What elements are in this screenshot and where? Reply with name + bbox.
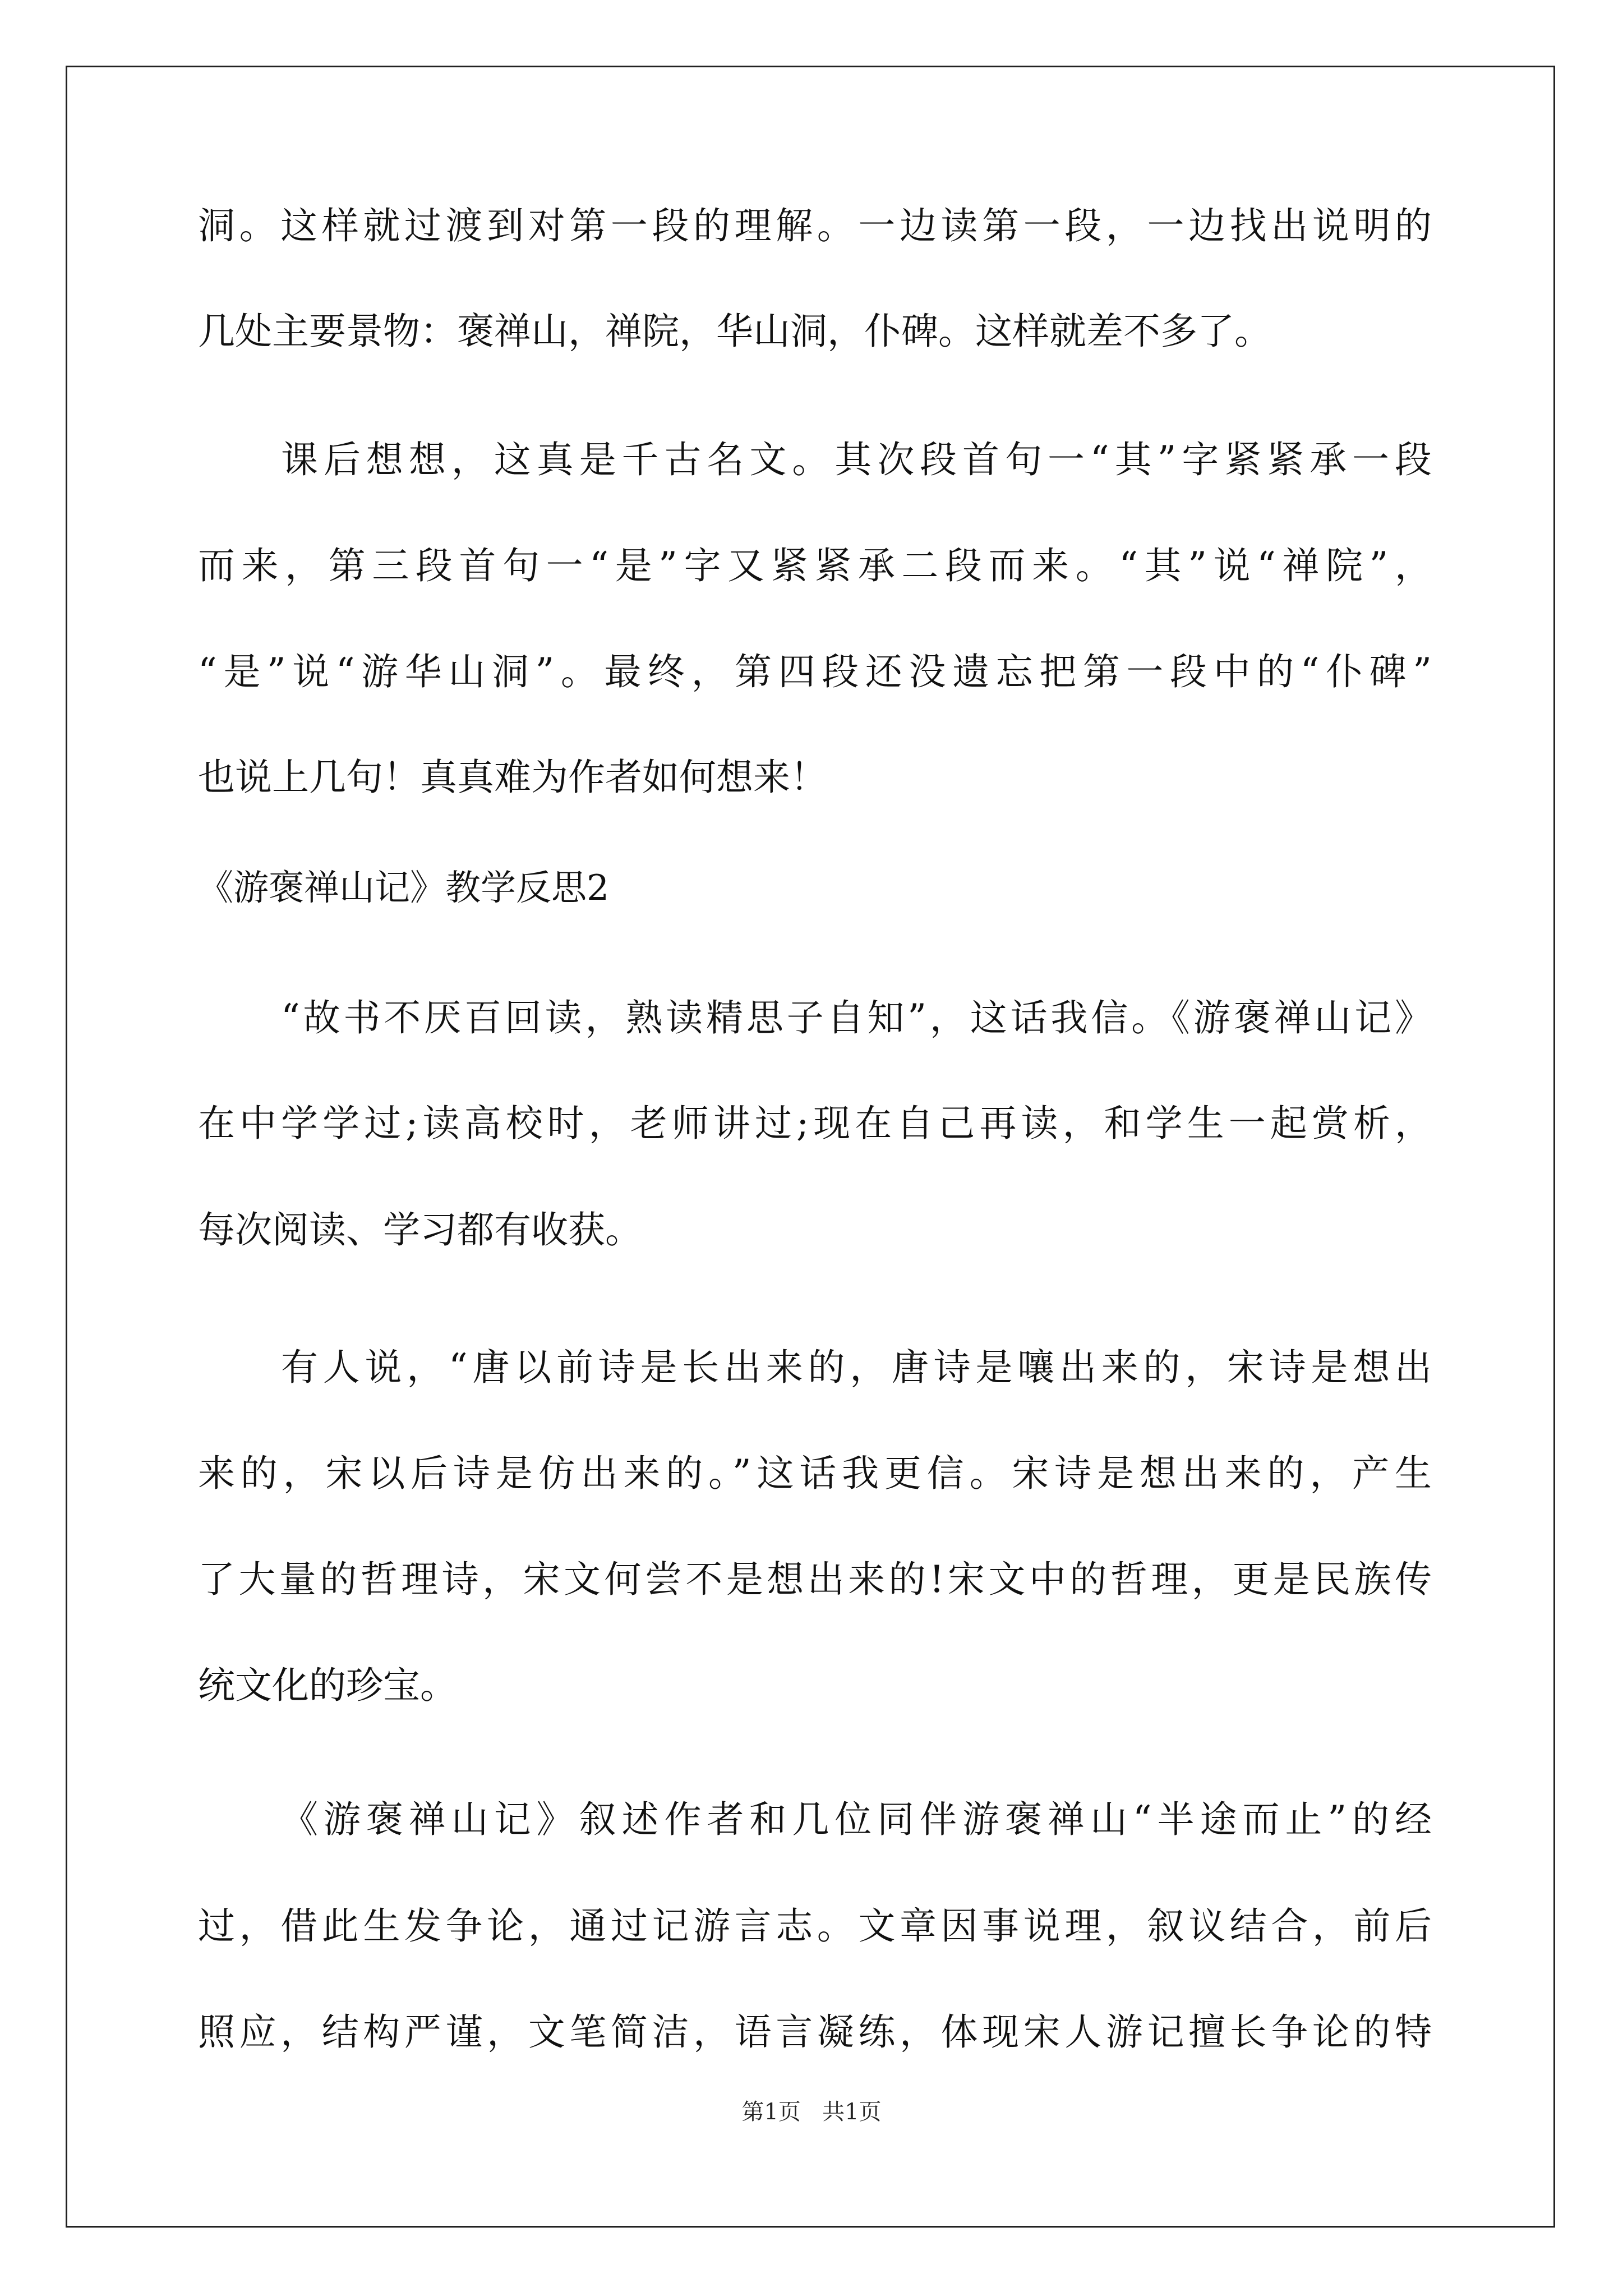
section-heading: 《游褒禅山记》教学反思2: [198, 867, 610, 908]
text-line: 来的，宋以后诗是仿出来的。”这话我更信。宋诗是想出来的，产生: [198, 1452, 1432, 1495]
paragraph-start: 有人说，“唐以前诗是长出来的，唐诗是嚷出来的，宋诗是想出: [281, 1346, 1432, 1389]
text-line: 洞。这样就过渡到对第一段的理解。一边读第一段，一边找出说明的: [198, 204, 1432, 247]
text-line: 在中学学过;读高校时，老师讲过;现在自己再读，和学生一起赏析，: [198, 1102, 1432, 1145]
paragraph-start: “故书不厌百回读，熟读精思子自知”，这话我信。《游褒禅山记》: [281, 996, 1432, 1039]
text-line: 过，借此生发争论，通过记游言志。文章因事说理，叙议结合，前后: [198, 1904, 1432, 1948]
text-line: 了大量的哲理诗，宋文何尝不是想出来的!宋文中的哲理，更是民族传: [198, 1558, 1432, 1601]
paragraph-start: 课后想想，这真是千古名文。其次段首句一“其”字紧紧承一段: [281, 438, 1432, 481]
text-line: “是”说“游华山洞”。最终，第四段还没遗忘把第一段中的“仆碑”: [198, 650, 1432, 693]
text-line: 统文化的珍宝。: [198, 1664, 457, 1707]
page-total: 共1页: [822, 2099, 882, 2125]
text-line: 照应，结构严谨，文笔简洁，语言凝练，体现宋人游记擅长争论的特: [198, 2010, 1432, 2054]
text-line: 每次阅读、学习都有收获。: [198, 1208, 642, 1251]
text-line: 几处主要景物：褒禅山，禅院，华山洞，仆碑。这样就差不多了。: [198, 310, 1271, 353]
page-footer: [0, 2101, 1623, 2123]
text-line: 而来，第三段首句一“是”字又紧紧承二段而来。“其”说“禅院”，: [198, 544, 1432, 587]
text-line: 也说上几句！真真难为作者如何想来！: [198, 756, 827, 799]
page-number: 第1页: [741, 2099, 801, 2125]
paragraph-start: 《游褒禅山记》叙述作者和几位同伴游褒禅山“半途而止”的经: [281, 1798, 1432, 1841]
